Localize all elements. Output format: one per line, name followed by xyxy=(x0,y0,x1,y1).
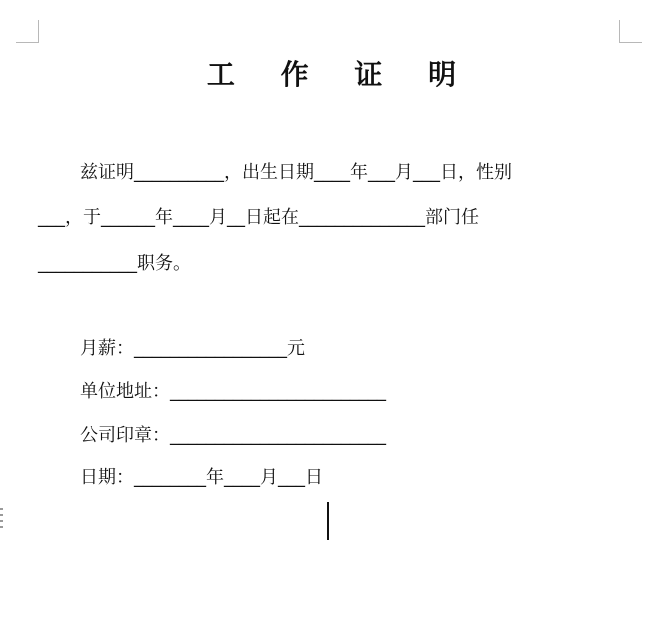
page-corner-mark-right xyxy=(619,20,642,43)
paragraph-line-2: ___，于______年____月__日起在______________部门任 xyxy=(38,207,479,228)
address-field: 单位地址：________________________ xyxy=(80,381,386,402)
text-cursor[interactable] xyxy=(327,502,329,540)
salary-field: 月薪：_________________元 xyxy=(80,338,305,359)
ruler-edge-marker xyxy=(0,508,3,530)
seal-field: 公司印章：________________________ xyxy=(80,425,386,446)
document-title: 工 作 证 明 xyxy=(206,58,475,91)
paragraph-line-1: 兹证明__________，出生日期____年___月___日，性别 xyxy=(80,162,512,183)
paragraph-line-3: ___________职务。 xyxy=(38,253,191,274)
page-corner-mark-left xyxy=(16,20,39,43)
date-field: 日期：________年____月___日 xyxy=(80,467,323,488)
